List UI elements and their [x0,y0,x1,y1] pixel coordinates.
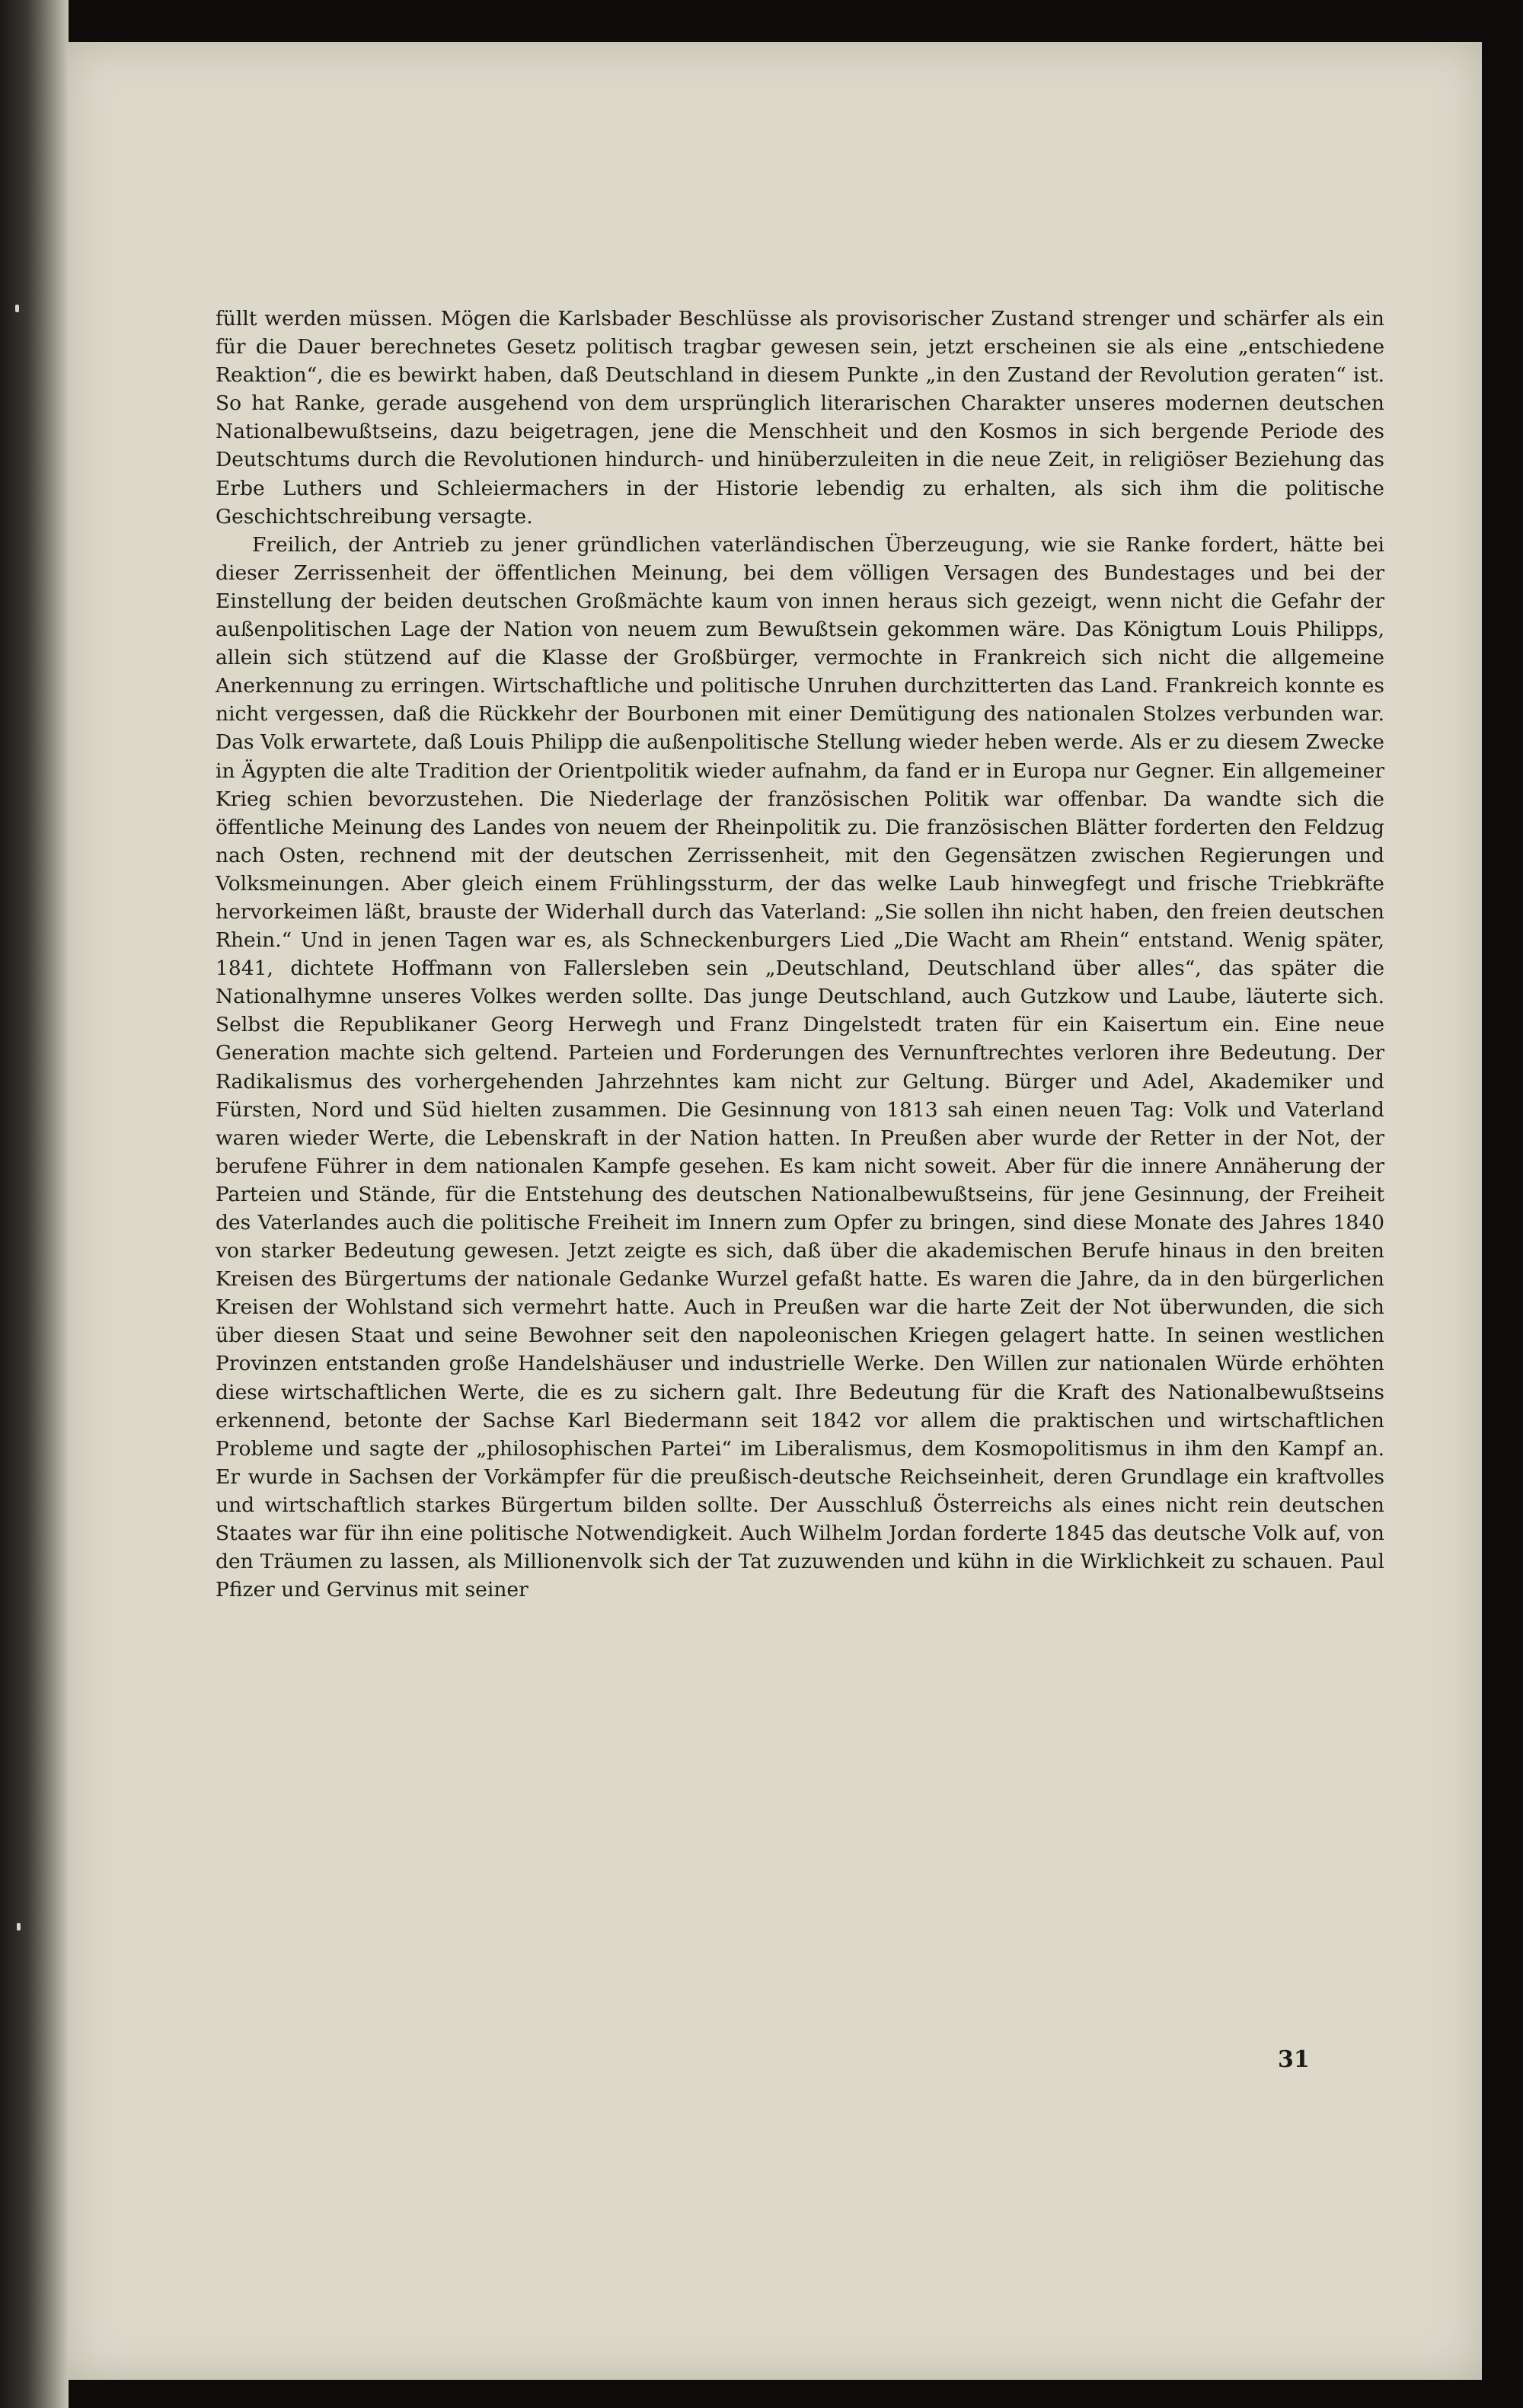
paragraph-2: Freilich, der Antrieb zu jener gründlichen vaterländischen Überzeugung, wie sie Ranke fordert, hätte bei dieser Zerrissenheit der öffentlichen Meinung, bei dem völligen Versagen des Bundestages und bei der Einstellung der beiden deutschen Großmächte kaum von innen heraus sich gezeigt, wenn nicht die Gefahr der außenpolitischen Lage der Nation von neuem zum Bewußtsein gekommen wäre. Das Königtum Louis Philipps, allein sich stützend auf die Klasse der Großbürger, vermochte in Frankreich sich nicht die allgemeine Anerkennung zu erringen. Wirtschaftliche und politische Unruhen durchzitterten das Land. Frankreich konnte es nicht vergessen, daß die Rückkehr der Bourbonen mit einer Demütigung des nationalen Stolzes verbunden war. Das Volk erwartete, daß Louis Philipp die außenpolitische Stellung wieder heben werde. Als er zu diesem Zwecke in Ägypten die alte Tradition der Orientpolitik wieder aufnahm, da fand er in Europa nur Gegner. Ein allgemeiner Krieg schien bevorzustehen. Die Niederlage der französischen Politik war offenbar. Da wandte sich die öffentliche Meinung des Landes von neuem der Rheinpolitik zu. Die französischen Blätter forderten den Feldzug nach Osten, rechnend mit der deutschen Zerrissenheit, mit den Gegensätzen zwischen Regierungen und Volksmeinungen. Aber gleich einem Frühlingssturm, der das welke Laub hinwegfegt und frische Triebkräfte hervorkeimen läßt, brauste der Widerhall durch das Vaterland: „Sie sollen ihn nicht haben, den freien deutschen Rhein.“ Und in jenen Tagen war es, als Schneckenburgers Lied „Die Wacht am Rhein“ entstand. Wenig später, 1841, dichtete Hoffmann von Fallersleben sein „Deutschland, Deutschland über alles“, das später die Nationalhymne unseres Volkes werden sollte. Das junge Deutschland, auch Gutzkow und Laube, läuterte sich. Selbst die Republikaner Georg Herwegh und Franz Dingelstedt traten für ein Kaisertum ein. Eine neue Generation machte sich geltend. Parteien und Forderungen des Vernunftrechtes verloren ihre Bedeutung. Der Radikalismus des vorhergehenden Jahrzehntes kam nicht zur Geltung. Bürger und Adel, Akademiker und Fürsten, Nord und Süd hielten zusammen. Die Gesinnung von 1813 sah einen neuen Tag: Volk und Vaterland waren wieder Werte, die Lebenskraft in der Nation hatten. In Preußen aber wurde der Retter in der Not, der berufene Führer in dem nationalen Kampfe gesehen. Es kam nicht soweit. Aber für die innere Annäherung der Parteien und Stände, für die Entstehung des deutschen Nationalbewußtseins, für jene Gesinnung, der Freiheit des Vaterlandes auch die politische Freiheit im Innern zum Opfer zu bringen, sind diese Monate des Jahres 1840 von starker Bedeutung gewesen. Jetzt zeigte es sich, daß über die akademischen Berufe hinaus in den breiten Kreisen des Bürgertums der nationale Gedanke Wurzel gefaßt hatte. Es waren die Jahre, da in den bürgerlichen Kreisen der Wohlstand sich vermehrt hatte. Auch in Preußen war die harte Zeit der Not überwunden, die sich über diesen Staat und seine Bewohner seit den napoleonischen Kriegen gelagert hatte. In seinen westlichen Provinzen entstanden große Handelshäuser und industrielle Werke. Den Willen zur nationalen Würde erhöhten diese wirtschaftlichen Werte, die es zu sichern galt. Ihre Bedeutung für die Kraft des Nationalbewußtseins erkennend, betonte der Sachse Karl Biedermann seit 1842 vor allem die praktischen und wirtschaftlichen Probleme und sagte der „philosophischen Partei“ im Liberalismus, dem Kosmopolitismus in ihm den Kampf an. Er wurde in Sachsen der Vorkämpfer für die preußisch-deutsche Reichseinheit, deren Grundlage ein kraftvolles und wirtschaftlich starkes Bürgertum bilden sollte. Der Ausschluß Österreichs als eines nicht rein deutschen Staates war für ihn eine politische Notwendigkeit. Auch Wilhelm Jordan forderte 1845 das deutsche Volk auf, von den Träumen zu lassen, als Millionenvolk sich der Tat zuzuwenden und kühn in die Wirklichkeit zu schauen. Paul Pfizer und Gervinus mit seiner [216,532,1384,1602]
page-number: 31 [1278,2046,1310,2073]
book-page [67,42,1482,2380]
paragraph-1: füllt werden müssen. Mögen die Karlsbader Beschlüsse als provisorischer Zustand strenger und schärfer als ein für die Dauer berechnetes Gesetz politisch tragbar gewesen sein, jetzt erscheinen sie als eine „entschiedene Reaktion“, die es bewirkt haben, daß Deutschland in diesem Punkte „in den Zustand der Revolution geraten“ ist. So hat Ranke, gerade ausgehend von dem ursprünglich literarischen Charakter unseres modernen deutschen Nationalbewußtseins, dazu beigetragen, jene die Menschheit und den Kosmos in sich bergende Periode des Deutschtums durch die Revolutionen hindurch- und hinüberzuleiten in die neue Zeit, in religiöser Beziehung das Erbe Luthers und Schleiermachers in der Historie lebendig zu erhalten, als sich ihm die politische Geschichtschreibung versagte. [216,307,1384,529]
edge-mark-top [15,305,19,312]
body-text [216,305,1384,1604]
book-spine [0,0,69,2408]
edge-mark-bottom [17,1923,21,1931]
